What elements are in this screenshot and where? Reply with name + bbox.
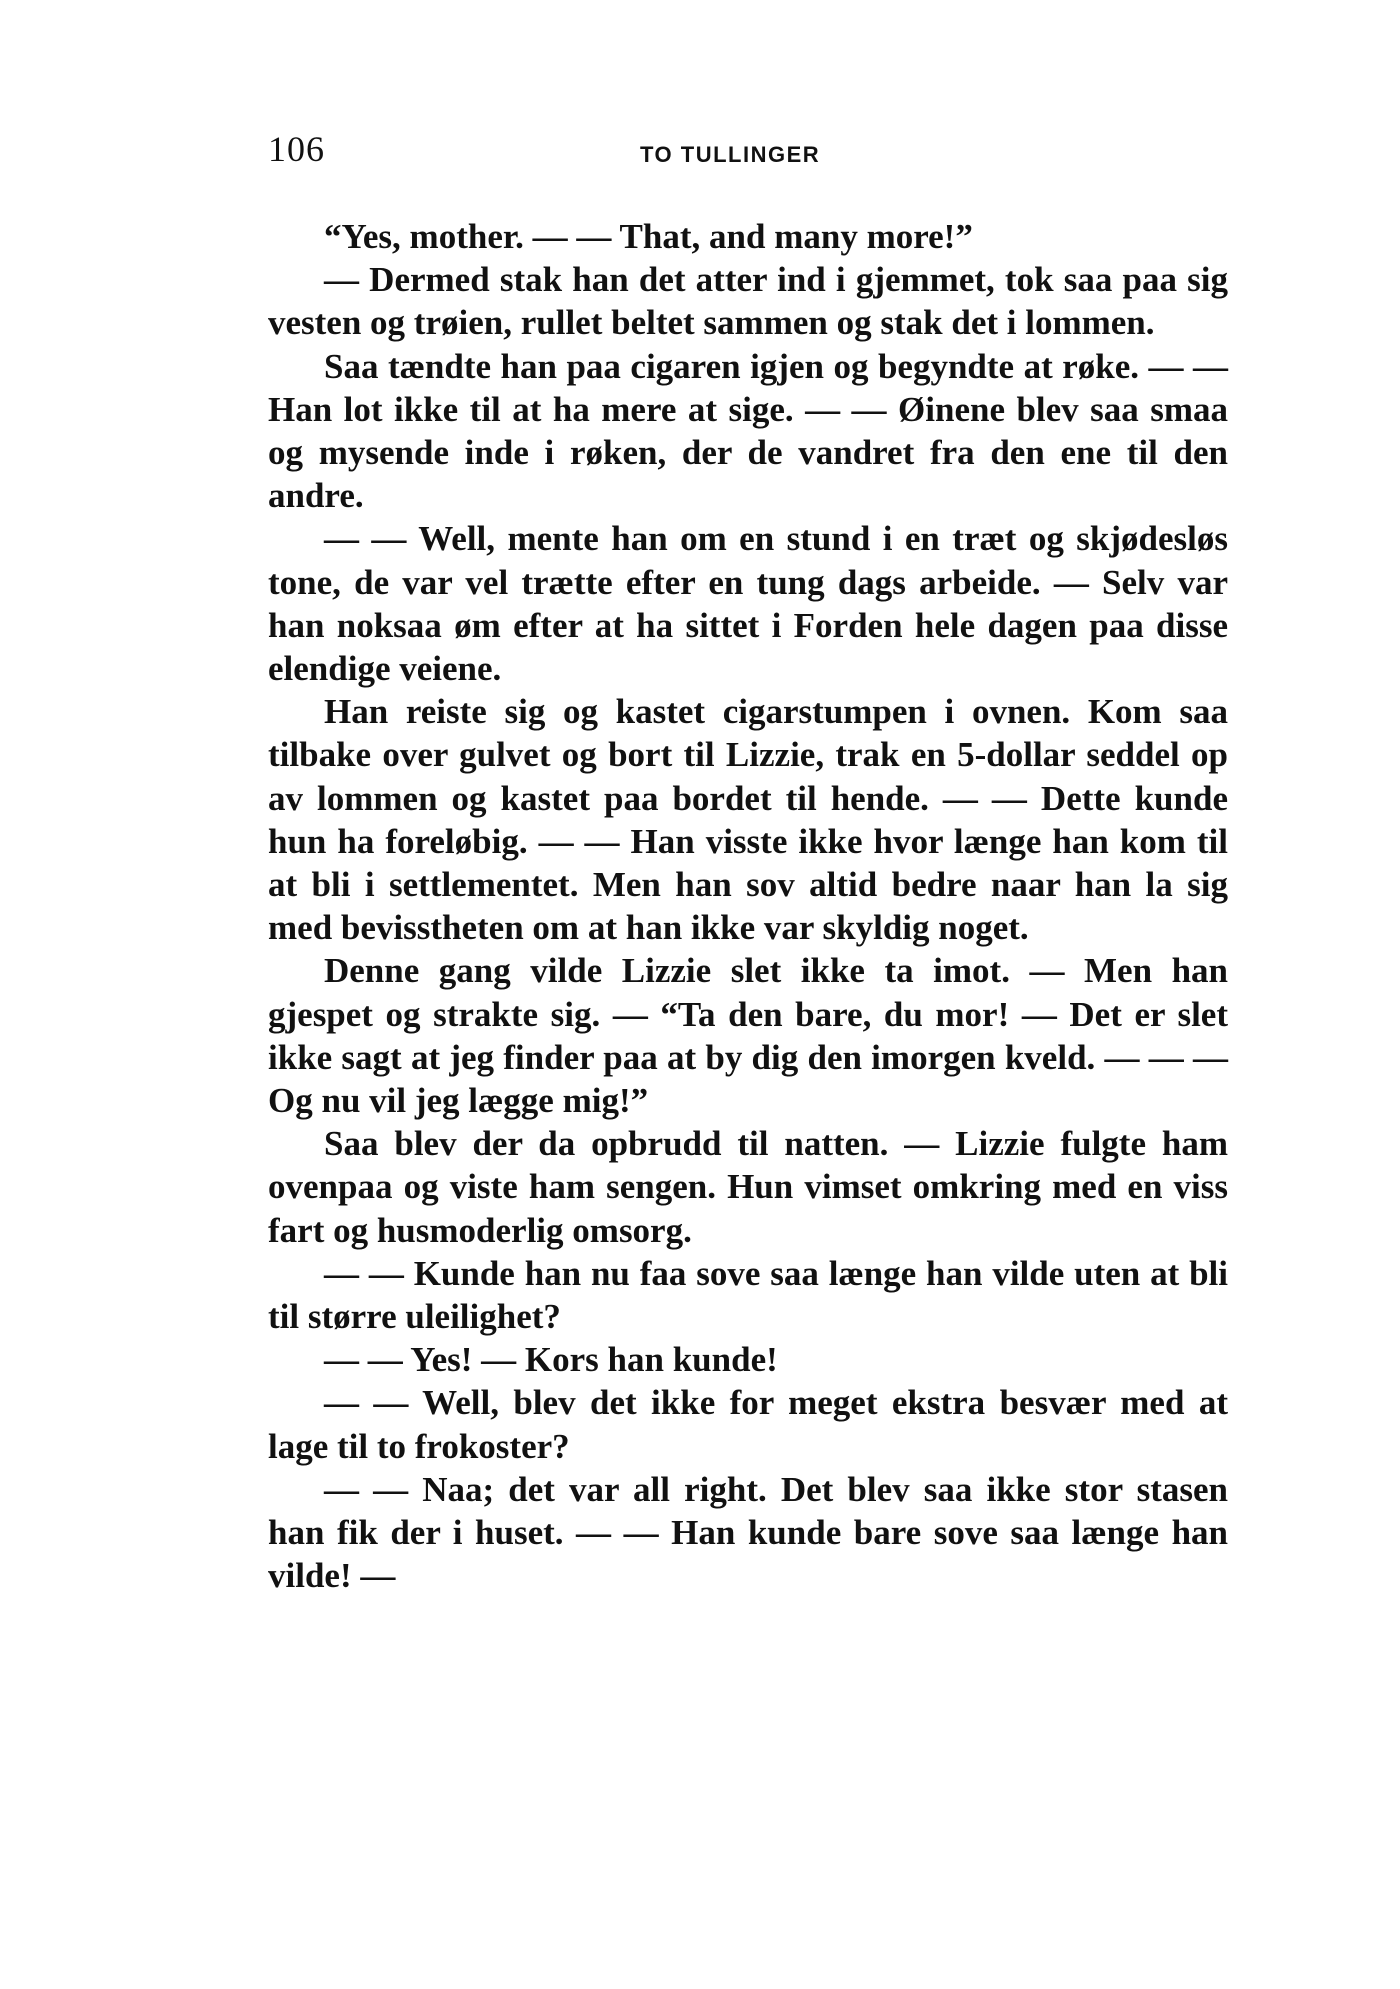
page-number: 106 xyxy=(268,129,325,169)
paragraph: Denne gang vilde Lizzie slet ikke ta imot. — Men han gjespet og strakte sig. — “Ta den bare, du mor! — Det er slet ikke sagt at jeg finder paa at by dig den imorgen kveld. — — — Og nu vil jeg lægge mig!” xyxy=(268,951,1228,1121)
paragraph: — — Well, blev det ikke for meget ekstra besvær med at lage til to frokoster? xyxy=(268,1383,1228,1466)
paragraph: Saa blev der da opbrudd til natten. — Lizzie fulgte ham ovenpaa og viste ham sengen. Hun vimset omkring med en viss fart og husmoderlig omsorg. xyxy=(268,1124,1228,1250)
paragraph: — — Yes! — Kors han kunde! xyxy=(324,1340,778,1380)
paragraph: — — Kunde han nu faa sove saa længe han vilde uten at bli til større uleilighet? xyxy=(268,1253,1228,1337)
paragraph: Han reiste sig og kastet cigarstumpen i ovnen. Kom saa tilbake over gulvet og bort til Lizzie, trak en 5-dollar seddel op av lommen og kastet paa bordet til hende. — — Dette kunde hun ha foreløbig. — — Han visste ikke hvor længe han kom til at bli i settlementet. Men han sov altid bedre naar han la sig med bevisstheten om at han ikke var skyldig noget. xyxy=(268,692,1228,948)
running-head: TO TULLINGER xyxy=(640,142,821,167)
paragraph: “Yes, mother. — — That, and many more!” xyxy=(324,217,973,256)
paragraph: — — Naa; det var all right. Det blev saa ikke stor stasen han fik der i huset. — — Han kunde bare sove saa længe han vilde! — xyxy=(268,1469,1228,1596)
paragraph: — Dermed stak han det atter ind i gjemmet, tok saa paa sig vesten og trøien, rullet beltet sammen og stak det i lommen. xyxy=(268,260,1228,343)
paragraph: — — Well, mente han om en stund i en træt og skjødesløs tone, de var vel trætte efter en tung dags arbeide. — Selv var han noksaa øm efter at ha sittet i Forden hele dagen paa disse elendige veiene. xyxy=(268,519,1228,689)
paragraph: Saa tændte han paa cigaren igjen og begyndte at røke. — — Han lot ikke til at ha mere at sige. — — Øinene blev saa smaa og mysende inde i røken, der de vandret fra den ene til den andre. xyxy=(268,346,1228,516)
page-header xyxy=(268,128,1218,178)
body-text xyxy=(268,215,1228,1598)
